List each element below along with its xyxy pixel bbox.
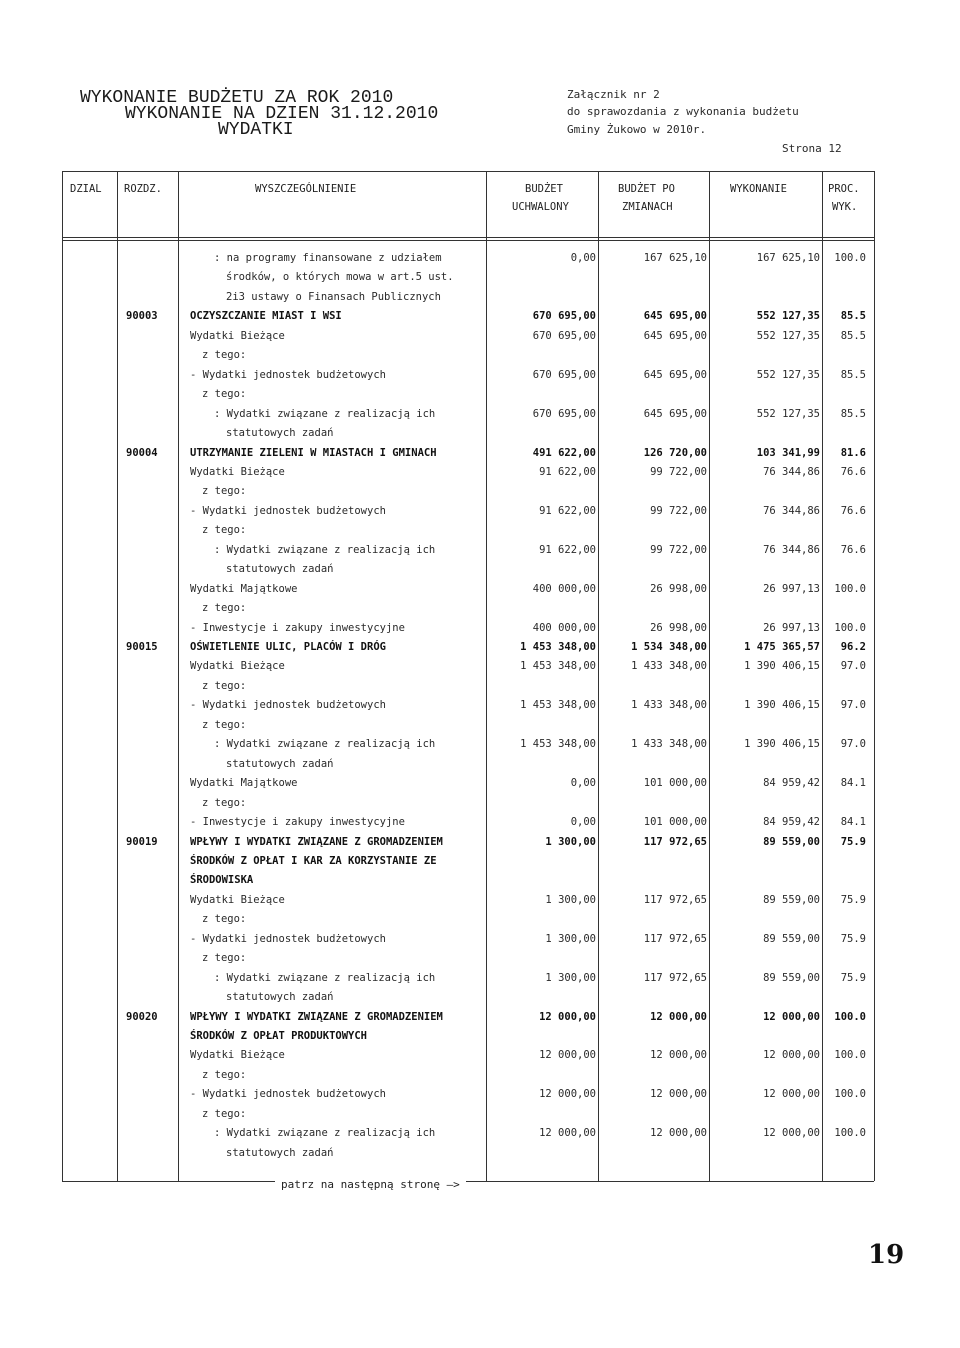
proc-wyk-value: 100.0 [834,582,866,595]
budzet-uchwalony-value: 12 000,00 [539,1127,596,1140]
wykonanie-value: 12 000,00 [763,1010,820,1023]
table-row [0,1008,960,1027]
row-description: WPŁYWY I WYDATKI ZWIĄZANE Z GROMADZENIEM [190,835,443,848]
table-row [0,949,960,968]
table-row [0,463,960,482]
proc-wyk-value: 76.6 [840,504,866,517]
wykonanie-value: 89 559,00 [763,835,820,848]
table-row [0,1066,960,1085]
budzet-uchwalony-value: 0,00 [570,816,596,829]
wykonanie-value: 76 344,86 [763,543,820,556]
row-description: ŚRODKÓW Z OPŁAT I KAR ZA KORZYSTANIE ZE [190,854,437,867]
budzet-po-zmianach-value: 645 695,00 [643,407,707,420]
table-row [0,813,960,832]
header-wykonanie: WYKONANIE [730,183,787,195]
budzet-po-zmianach-value: 645 695,00 [643,310,707,323]
budzet-uchwalony-value: 1 453 348,00 [520,699,596,712]
proc-wyk-value: 75.9 [840,893,866,906]
budzet-po-zmianach-value: 117 972,65 [643,971,707,984]
wykonanie-value: 1 475 365,57 [744,641,820,653]
budzet-uchwalony-value: 670 695,00 [532,407,596,420]
budzet-uchwalony-value: 12 000,00 [539,1049,596,1062]
row-description: Wydatki Bieżące [190,1049,285,1062]
table-row [0,638,960,657]
table-row [0,307,960,326]
proc-wyk-value: 75.9 [840,971,866,984]
row-description: - Wydatki jednostek budżetowych [190,1088,386,1101]
row-description: Wydatki Majątkowe [190,777,298,790]
budzet-po-zmianach-value: 26 998,00 [650,582,707,595]
table-row [0,1105,960,1124]
row-description: : Wydatki związane z realizacją ich [214,543,436,556]
row-description: - Wydatki jednostek budżetowych [190,504,386,517]
budzet-po-zmianach-value: 12 000,00 [650,1127,707,1140]
table-row [0,794,960,813]
rozdzial-code: 90003 [126,310,158,323]
table-row [0,521,960,540]
budzet-po-zmianach-value: 1 433 348,00 [631,738,707,751]
header-rozdz: ROZDZ. [124,183,162,195]
header-budzet-line2: UCHWALONY [512,201,569,213]
budzet-po-zmianach-value: 1 534 348,00 [631,641,707,653]
row-description: : Wydatki związane z realizacją ich [214,738,436,751]
wykonanie-value: 1 390 406,15 [744,699,820,712]
proc-wyk-value: 85.5 [840,407,866,420]
table-row [0,716,960,735]
row-description: z tego: [202,349,247,362]
page-number: 19 [868,1240,905,1270]
budzet-uchwalony-value: 400 000,00 [532,621,596,634]
wykonanie-value: 1 390 406,15 [744,738,820,751]
row-description: - Wydatki jednostek budżetowych [190,699,386,712]
budzet-uchwalony-value: 670 695,00 [532,310,596,323]
header-dzial: DZIAL [70,183,102,195]
page-label: Strona 12 [782,142,842,155]
table-row [0,696,960,715]
budzet-po-zmianach-value: 12 000,00 [650,1088,707,1101]
wykonanie-value: 552 127,35 [756,329,820,342]
proc-wyk-value: 84.1 [840,777,866,790]
budzet-uchwalony-value: 670 695,00 [532,368,596,381]
budzet-po-zmianach-value: 12 000,00 [650,1049,707,1062]
budzet-po-zmianach-value: 1 433 348,00 [631,660,707,673]
row-description: Wydatki Majątkowe [190,582,298,595]
row-description: z tego: [202,1107,247,1120]
row-description: statutowych zadań [226,563,334,576]
budzet-uchwalony-value: 1 300,00 [545,932,596,945]
table-row [0,405,960,424]
row-description: z tego: [202,485,247,498]
table-row [0,541,960,560]
wykonanie-value: 167 625,10 [756,252,820,264]
row-description: Wydatki Bieżące [190,465,285,478]
wykonanie-value: 76 344,86 [763,465,820,478]
proc-wyk-value: 76.6 [840,465,866,478]
proc-wyk-value: 97.0 [840,738,866,751]
table-row [0,871,960,890]
budzet-uchwalony-value: 1 453 348,00 [520,641,596,653]
table-row [0,910,960,929]
row-description: z tego: [202,679,247,692]
proc-wyk-value: 96.2 [840,641,866,653]
budzet-po-zmianach-value: 645 695,00 [643,329,707,342]
table-bottom-border [62,1181,874,1182]
wykonanie-value: 552 127,35 [756,368,820,381]
budzet-po-zmianach-value: 99 722,00 [650,504,707,517]
title-line-2: WYKONANIE NA DZIEN 31.12.2010 [125,104,439,124]
table-top-border [62,171,874,172]
table-row [0,1027,960,1046]
header-separator [62,237,874,238]
row-description: WPŁYWY I WYDATKI ZWIĄZANE Z GROMADZENIEM [190,1010,443,1023]
rozdzial-code: 90019 [126,835,158,848]
row-description: z tego: [202,913,247,926]
budzet-uchwalony-value: 1 453 348,00 [520,660,596,673]
row-description: statutowych zadań [226,1146,334,1159]
wykonanie-value: 89 559,00 [763,971,820,984]
budzet-po-zmianach-value: 117 972,65 [643,932,707,945]
table-row [0,327,960,346]
attachment-line-2: do sprawozdania z wykonania budżetu [567,105,799,118]
wykonanie-value: 26 997,13 [763,621,820,634]
budzet-po-zmianach-value: 99 722,00 [650,543,707,556]
header-po-line1: BUDŻET PO [618,183,675,195]
wykonanie-value: 84 959,42 [763,816,820,829]
attachment-line-3: Gminy Żukowo w 2010r. [567,123,707,136]
table-row [0,619,960,638]
table-row [0,599,960,618]
row-description: UTRZYMANIE ZIELENI W MIASTACH I GMINACH [190,446,437,459]
wykonanie-value: 89 559,00 [763,932,820,945]
wykonanie-value: 552 127,35 [756,310,820,323]
table-row [0,930,960,949]
budzet-uchwalony-value: 1 300,00 [545,835,596,848]
table-row [0,657,960,676]
proc-wyk-value: 100.0 [834,1088,866,1101]
title-line-1: WYKONANIE BUDŻETU ZA ROK 2010 [80,88,394,108]
table-row [0,580,960,599]
row-description: z tego: [202,602,247,615]
rozdzial-code: 90015 [126,641,158,653]
attachment-line-1: Załącznik nr 2 [567,88,660,101]
budzet-uchwalony-value: 12 000,00 [539,1010,596,1023]
wykonanie-value: 89 559,00 [763,893,820,906]
table-row [0,852,960,871]
table-row [0,249,960,268]
row-description: : na programy finansowane z udziałem [214,252,442,264]
row-description: statutowych zadań [226,427,334,440]
row-description: 2i3 ustawy o Finansach Publicznych [226,290,441,303]
proc-wyk-value: 75.9 [840,932,866,945]
header-description: WYSZCZEGÓLNIENIE [255,183,357,195]
budzet-po-zmianach-value: 645 695,00 [643,368,707,381]
continuation-note: patrz na następną stronę —> [275,1178,466,1191]
table-row [0,1144,960,1163]
table-row [0,891,960,910]
proc-wyk-value: 85.5 [840,329,866,342]
header-separator-2 [62,240,874,241]
table-row [0,268,960,287]
table-row [0,444,960,463]
budzet-uchwalony-value: 91 622,00 [539,504,596,517]
row-description: z tego: [202,796,247,809]
row-description: z tego: [202,718,247,731]
budzet-po-zmianach-value: 101 000,00 [643,816,707,829]
row-description: OŚWIETLENIE ULIC, PLACÓW I DRÓG [190,641,386,653]
proc-wyk-value: 100.0 [834,621,866,634]
table-row [0,735,960,754]
budzet-uchwalony-value: 1 300,00 [545,893,596,906]
row-description: z tego: [202,1068,247,1081]
wykonanie-value: 12 000,00 [763,1049,820,1062]
table-row [0,755,960,774]
table-row [0,1046,960,1065]
table-row [0,1124,960,1143]
budzet-uchwalony-value: 91 622,00 [539,465,596,478]
budzet-uchwalony-value: 91 622,00 [539,543,596,556]
table-row [0,774,960,793]
row-description: Wydatki Bieżące [190,893,285,906]
row-description: statutowych zadań [226,757,334,770]
proc-wyk-value: 100.0 [834,1127,866,1140]
row-description: Wydatki Bieżące [190,660,285,673]
proc-wyk-value: 97.0 [840,699,866,712]
row-description: z tego: [202,388,247,401]
wykonanie-value: 26 997,13 [763,582,820,595]
budzet-po-zmianach-value: 126 720,00 [643,446,707,459]
table-row [0,366,960,385]
row-description: ŚRODKÓW Z OPŁAT PRODUKTOWYCH [190,1030,368,1042]
budzet-uchwalony-value: 12 000,00 [539,1088,596,1101]
budzet-po-zmianach-value: 1 433 348,00 [631,699,707,712]
table-row [0,1085,960,1104]
wykonanie-value: 76 344,86 [763,504,820,517]
row-description: : Wydatki związane z realizacją ich [214,1127,436,1140]
budzet-po-zmianach-value: 101 000,00 [643,777,707,790]
wykonanie-value: 103 341,99 [756,446,820,459]
proc-wyk-value: 75.9 [840,835,866,848]
row-description: : Wydatki związane z realizacją ich [214,407,436,420]
row-description: statutowych zadań [226,991,334,1004]
table-row [0,482,960,501]
proc-wyk-value: 100.0 [834,1049,866,1062]
header-proc-line1: PROC. [828,183,860,195]
table-row [0,988,960,1007]
proc-wyk-value: 85.5 [840,310,866,323]
budzet-uchwalony-value: 1 300,00 [545,971,596,984]
table-row [0,288,960,307]
budzet-uchwalony-value: 1 453 348,00 [520,738,596,751]
table-row [0,385,960,404]
row-description: ŚRODOWISKA [190,874,254,887]
budzet-po-zmianach-value: 26 998,00 [650,621,707,634]
table-row [0,560,960,579]
row-description: z tego: [202,524,247,537]
wykonanie-value: 12 000,00 [763,1127,820,1140]
proc-wyk-value: 76.6 [840,543,866,556]
table-row [0,969,960,988]
header-proc-line2: WYK. [832,201,858,213]
proc-wyk-value: 85.5 [840,368,866,381]
header-budzet-line1: BUDŻET [525,183,563,195]
row-description: - Inwestycje i zakupy inwestycyjne [190,816,405,829]
row-description: Wydatki Bieżące [190,329,285,342]
row-description: z tego: [202,952,247,965]
row-description: : Wydatki związane z realizacją ich [214,971,436,984]
row-description: OCZYSZCZANIE MIAST I WSI [190,310,342,323]
wykonanie-value: 552 127,35 [756,407,820,420]
table-row [0,833,960,852]
header-po-line2: ZMIANACH [622,201,673,213]
row-description: - Wydatki jednostek budżetowych [190,368,386,381]
table-row [0,502,960,521]
table-row [0,424,960,443]
budzet-uchwalony-value: 0,00 [570,777,596,790]
wykonanie-value: 1 390 406,15 [744,660,820,673]
proc-wyk-value: 100.0 [834,1010,866,1023]
wykonanie-value: 84 959,42 [763,777,820,790]
budzet-uchwalony-value: 491 622,00 [532,446,596,459]
table-row [0,346,960,365]
budzet-po-zmianach-value: 117 972,65 [643,835,707,848]
wykonanie-value: 12 000,00 [763,1088,820,1101]
row-description: - Inwestycje i zakupy inwestycyjne [190,621,405,634]
budzet-uchwalony-value: 670 695,00 [532,329,596,342]
budzet-po-zmianach-value: 12 000,00 [650,1010,707,1023]
budzet-uchwalony-value: 400 000,00 [532,582,596,595]
budzet-po-zmianach-value: 117 972,65 [643,893,707,906]
row-description: - Wydatki jednostek budżetowych [190,932,386,945]
row-description: środków, o których mowa w art.5 ust. [226,271,454,284]
proc-wyk-value: 81.6 [840,446,866,459]
table-row [0,677,960,696]
rozdzial-code: 90004 [126,446,158,459]
budzet-po-zmianach-value: 99 722,00 [650,465,707,478]
budzet-po-zmianach-value: 167 625,10 [643,252,707,264]
proc-wyk-value: 84.1 [840,816,866,829]
budzet-uchwalony-value: 0,00 [570,252,596,264]
title-line-3: WYDATKI [218,120,294,140]
proc-wyk-value: 100.0 [834,252,866,264]
rozdzial-code: 90020 [126,1010,158,1023]
proc-wyk-value: 97.0 [840,660,866,673]
